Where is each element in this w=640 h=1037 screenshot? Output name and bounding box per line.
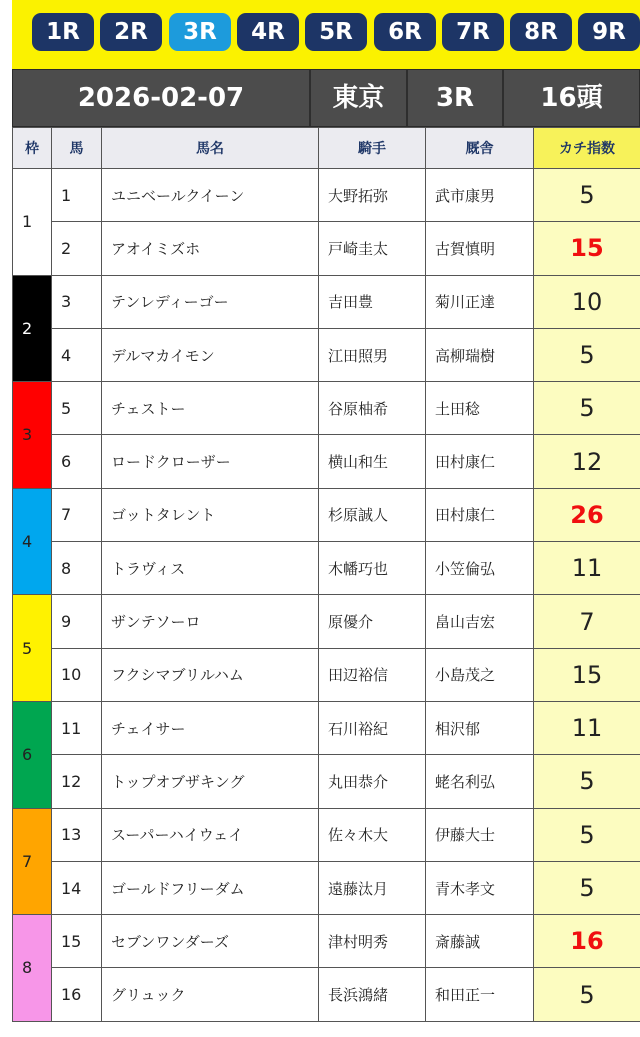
- umaban-cell: 10: [52, 648, 102, 701]
- horse-name-cell[interactable]: グリュック: [102, 968, 319, 1021]
- jockey-cell: 横山和生: [319, 435, 426, 488]
- jockey-cell: 津村明秀: [319, 915, 426, 968]
- horse-name-cell[interactable]: ロードクローザー: [102, 435, 319, 488]
- umaban-cell: 15: [52, 915, 102, 968]
- horse-name-cell[interactable]: フクシマブリルハム: [102, 648, 319, 701]
- jockey-cell: 吉田豊: [319, 275, 426, 328]
- race-date: 2026-02-07: [13, 70, 311, 126]
- horse-name-cell[interactable]: テンレディーゴー: [102, 275, 319, 328]
- race-tab-8r[interactable]: 8R: [510, 13, 572, 51]
- table-row[interactable]: [13, 382, 640, 435]
- trainer-cell: 菊川正達: [426, 275, 534, 328]
- umaban-cell: 4: [52, 328, 102, 381]
- trainer-cell: 畠山吉宏: [426, 595, 534, 648]
- waku-cell: 1: [13, 169, 52, 276]
- horse-name-cell[interactable]: デルマカイモン: [102, 328, 319, 381]
- race-info-header: [12, 69, 640, 127]
- table-row[interactable]: [13, 169, 640, 222]
- header-horse-name: 馬名: [102, 128, 319, 169]
- kachi-index-cell: 26: [534, 488, 640, 541]
- umaban-cell: 8: [52, 542, 102, 595]
- horse-name-cell[interactable]: トップオブザキング: [102, 755, 319, 808]
- kachi-index-cell: 12: [534, 435, 640, 488]
- jockey-cell: 原優介: [319, 595, 426, 648]
- kachi-index-cell: 11: [534, 542, 640, 595]
- jockey-cell: 谷原柚希: [319, 382, 426, 435]
- jockey-cell: 戸崎圭太: [319, 222, 426, 275]
- entries-body: [13, 169, 640, 1022]
- entries-table: [12, 127, 640, 1022]
- kachi-index-cell: 10: [534, 275, 640, 328]
- race-tab-7r[interactable]: 7R: [442, 13, 504, 51]
- jockey-cell: 田辺裕信: [319, 648, 426, 701]
- kachi-index-cell: 7: [534, 595, 640, 648]
- jockey-cell: 長浜鴻緒: [319, 968, 426, 1021]
- table-row[interactable]: [13, 861, 640, 914]
- kachi-index-cell: 15: [534, 648, 640, 701]
- umaban-cell: 14: [52, 861, 102, 914]
- trainer-cell: 武市康男: [426, 169, 534, 222]
- runner-count: 16頭: [540, 83, 603, 113]
- horse-name-cell[interactable]: スーパーハイウェイ: [102, 808, 319, 861]
- trainer-cell: 土田稔: [426, 382, 534, 435]
- table-row[interactable]: [13, 701, 640, 754]
- table-row[interactable]: [13, 755, 640, 808]
- waku-cell: 4: [13, 488, 52, 595]
- umaban-cell: 7: [52, 488, 102, 541]
- jockey-cell: 石川裕紀: [319, 701, 426, 754]
- horse-name-cell[interactable]: アオイミズホ: [102, 222, 319, 275]
- race-tab-1r[interactable]: 1R: [32, 13, 94, 51]
- kachi-index-cell: 16: [534, 915, 640, 968]
- header-kachi-index: カチ指数: [534, 128, 640, 169]
- waku-cell: 8: [13, 915, 52, 1022]
- umaban-cell: 16: [52, 968, 102, 1021]
- horse-name-cell[interactable]: ゴールドフリーダム: [102, 861, 319, 914]
- table-row[interactable]: [13, 275, 640, 328]
- table-row[interactable]: [13, 915, 640, 968]
- race-tab-3r[interactable]: 3R: [169, 13, 231, 51]
- race-number: 3R: [408, 70, 504, 126]
- umaban-cell: 11: [52, 701, 102, 754]
- umaban-cell: 3: [52, 275, 102, 328]
- kachi-index-cell: 5: [534, 755, 640, 808]
- horse-name-cell[interactable]: トラヴィス: [102, 542, 319, 595]
- waku-cell: 5: [13, 595, 52, 702]
- horse-name-cell[interactable]: セブンワンダーズ: [102, 915, 319, 968]
- waku-cell: 2: [13, 275, 52, 382]
- jockey-cell: 佐々木大: [319, 808, 426, 861]
- horse-name-cell[interactable]: チェストー: [102, 382, 319, 435]
- jockey-cell: 江田照男: [319, 328, 426, 381]
- header-jockey: 騎手: [319, 128, 426, 169]
- trainer-cell: 小笠倫弘: [426, 542, 534, 595]
- jockey-cell: 大野拓弥: [319, 169, 426, 222]
- umaban-cell: 13: [52, 808, 102, 861]
- table-row[interactable]: [13, 435, 640, 488]
- kachi-index-cell: 5: [534, 861, 640, 914]
- trainer-cell: 小島茂之: [426, 648, 534, 701]
- race-tab-2r[interactable]: 2R: [100, 13, 162, 51]
- table-row[interactable]: [13, 328, 640, 381]
- umaban-cell: 1: [52, 169, 102, 222]
- umaban-cell: 2: [52, 222, 102, 275]
- race-tab-4r[interactable]: 4R: [237, 13, 299, 51]
- trainer-cell: 蛯名利弘: [426, 755, 534, 808]
- header-umaban: 馬: [52, 128, 102, 169]
- race-tab-9r[interactable]: 9R: [578, 13, 640, 51]
- waku-cell: 3: [13, 382, 52, 489]
- trainer-cell: 田村康仁: [426, 435, 534, 488]
- trainer-cell: 和田正一: [426, 968, 534, 1021]
- trainer-cell: 青木孝文: [426, 861, 534, 914]
- table-row[interactable]: [13, 488, 640, 541]
- table-row[interactable]: [13, 542, 640, 595]
- kachi-index-cell: 5: [534, 808, 640, 861]
- kachi-index-cell: 5: [534, 382, 640, 435]
- table-row[interactable]: [13, 808, 640, 861]
- jockey-cell: 遠藤汰月: [319, 861, 426, 914]
- race-tab-bar: [0, 0, 640, 69]
- table-row[interactable]: [13, 648, 640, 701]
- horse-name-cell[interactable]: チェイサー: [102, 701, 319, 754]
- horse-name-cell[interactable]: ザンテソーロ: [102, 595, 319, 648]
- table-row[interactable]: [13, 968, 640, 1021]
- trainer-cell: 相沢郁: [426, 701, 534, 754]
- kachi-index-cell: 5: [534, 169, 640, 222]
- race-venue: 東京: [311, 70, 408, 126]
- table-header-row: [13, 128, 640, 169]
- kachi-index-cell: 5: [534, 968, 640, 1021]
- trainer-cell: 斎藤誠: [426, 915, 534, 968]
- waku-cell: 7: [13, 808, 52, 915]
- trainer-cell: 田村康仁: [426, 488, 534, 541]
- horse-name-cell[interactable]: ゴットタレント: [102, 488, 319, 541]
- header-trainer: 厩舎: [426, 128, 534, 169]
- jockey-cell: 丸田恭介: [319, 755, 426, 808]
- waku-cell: 6: [13, 701, 52, 808]
- jockey-cell: 杉原誠人: [319, 488, 426, 541]
- umaban-cell: 6: [52, 435, 102, 488]
- umaban-cell: 5: [52, 382, 102, 435]
- trainer-cell: 伊藤大士: [426, 808, 534, 861]
- race-tab-5r[interactable]: 5R: [305, 13, 367, 51]
- table-row[interactable]: [13, 595, 640, 648]
- jockey-cell: 木幡巧也: [319, 542, 426, 595]
- table-row[interactable]: [13, 222, 640, 275]
- trainer-cell: 高柳瑞樹: [426, 328, 534, 381]
- kachi-index-cell: 11: [534, 701, 640, 754]
- kachi-index-cell: 5: [534, 328, 640, 381]
- umaban-cell: 9: [52, 595, 102, 648]
- umaban-cell: 12: [52, 755, 102, 808]
- header-waku: 枠: [13, 128, 52, 169]
- horse-name-cell[interactable]: ユニベールクイーン: [102, 169, 319, 222]
- trainer-cell: 古賀慎明: [426, 222, 534, 275]
- kachi-index-cell: 15: [534, 222, 640, 275]
- race-tab-6r[interactable]: 6R: [374, 13, 436, 51]
